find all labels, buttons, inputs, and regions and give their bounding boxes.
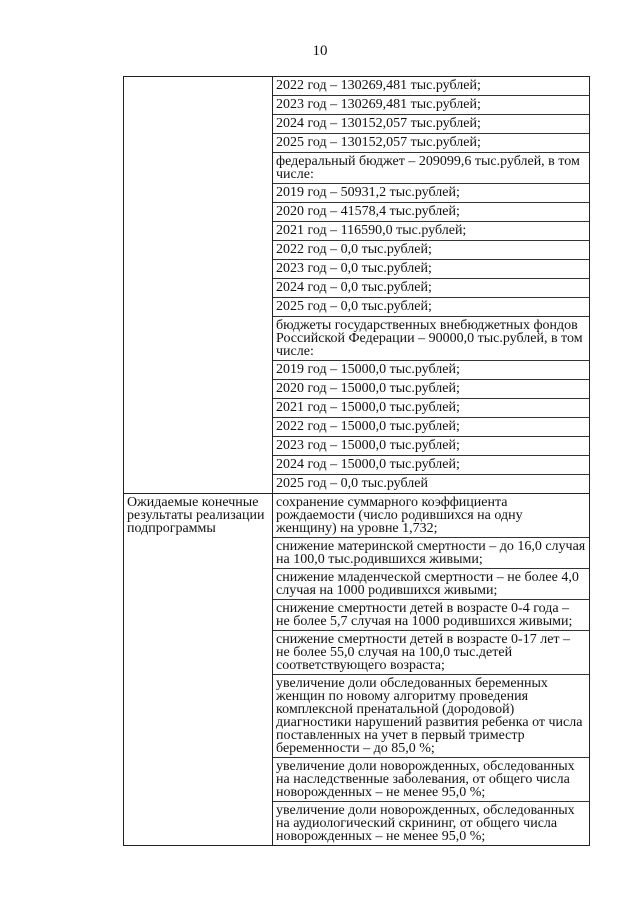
funding-entry: 2019 год – 50931,2 тыс.рублей; (273, 184, 589, 203)
funding-entry: 2024 год – 0,0 тыс.рублей; (273, 279, 589, 298)
results-label-cell (124, 494, 273, 846)
funding-entry: 2024 год – 130152,057 тыс.рублей; (273, 115, 589, 134)
funding-label-cell (124, 77, 273, 494)
funding-entry: 2023 год – 15000,0 тыс.рублей; (273, 437, 589, 456)
funding-entry: 2025 год – 0,0 тыс.рублей (276, 476, 428, 491)
result-entry: увеличение доли обследованных беременных женщин по новому алгоритму проведения комплексной пренатальной (дородовой) диагностики нарушений развития ребенка от числа поставленных на учет в первый триместр беременности – до 85,0 %; (273, 675, 589, 758)
result-entry: сохранение суммарного коэффициента рождаемости (число родившихся на одну женщину) на уровне 1,732; (273, 494, 589, 538)
result-entry: увеличение доли новорожденных, обследованных на аудиологический скрининг, от общего числа новорожденных – не менее 95,0 %; (276, 803, 575, 844)
page-number: 10 (312, 43, 328, 59)
funding-entry: 2022 год – 15000,0 тыс.рублей; (273, 418, 589, 437)
funding-entry: бюджеты государственных внебюджетных фондов Российской Федерации – 90000,0 тыс.рублей, в том числе: (273, 317, 589, 361)
result-entry: снижение материнской смертности – до 16,0 случая на 100,0 тыс.родившихся живыми; (273, 538, 589, 569)
funding-entry: 2020 год – 41578,4 тыс.рублей; (273, 203, 589, 222)
funding-entry: 2021 год – 15000,0 тыс.рублей; (273, 399, 589, 418)
funding-entry: 2023 год – 0,0 тыс.рублей; (273, 260, 589, 279)
funding-entry: 2021 год – 116590,0 тыс.рублей; (273, 222, 589, 241)
passport-table (123, 76, 590, 846)
result-entry: увеличение доли новорожденных, обследованных на наследственные заболевания, от общего числа новорожденных – не менее 95,0 %; (273, 758, 589, 802)
funding-content-cell (273, 77, 590, 494)
result-entry: снижение смертности детей в возрасте 0-4 года – не более 5,7 случая на 1000 родившихся живыми; (273, 600, 589, 631)
funding-entry: 2025 год – 130152,057 тыс.рублей; (273, 134, 589, 153)
funding-entry: 2020 год – 15000,0 тыс.рублей; (273, 380, 589, 399)
funding-entry: 2025 год – 0,0 тыс.рублей; (273, 298, 589, 317)
funding-entry: 2024 год – 15000,0 тыс.рублей; (273, 456, 589, 475)
result-entry: снижение младенческой смертности – не более 4,0 случая на 1000 родившихся живыми; (273, 569, 589, 600)
results-content-cell (273, 494, 590, 846)
funding-entry: 2022 год – 0,0 тыс.рублей; (273, 241, 589, 260)
funding-entry: 2023 год – 130269,481 тыс.рублей; (273, 96, 589, 115)
funding-entry: 2022 год – 130269,481 тыс.рублей; (273, 77, 589, 96)
result-entry: снижение смертности детей в возрасте 0-17 лет – не более 55,0 случая на 100,0 тыс.детей соответствующего возраста; (273, 631, 589, 675)
funding-entry: федеральный бюджет – 209099,6 тыс.рублей, в том числе: (273, 153, 589, 184)
funding-row (124, 77, 590, 494)
funding-entry: 2019 год – 15000,0 тыс.рублей; (273, 361, 589, 380)
results-row (124, 494, 590, 846)
results-label: Ожидаемые конечные результаты реализации подпрограммы (127, 495, 265, 536)
